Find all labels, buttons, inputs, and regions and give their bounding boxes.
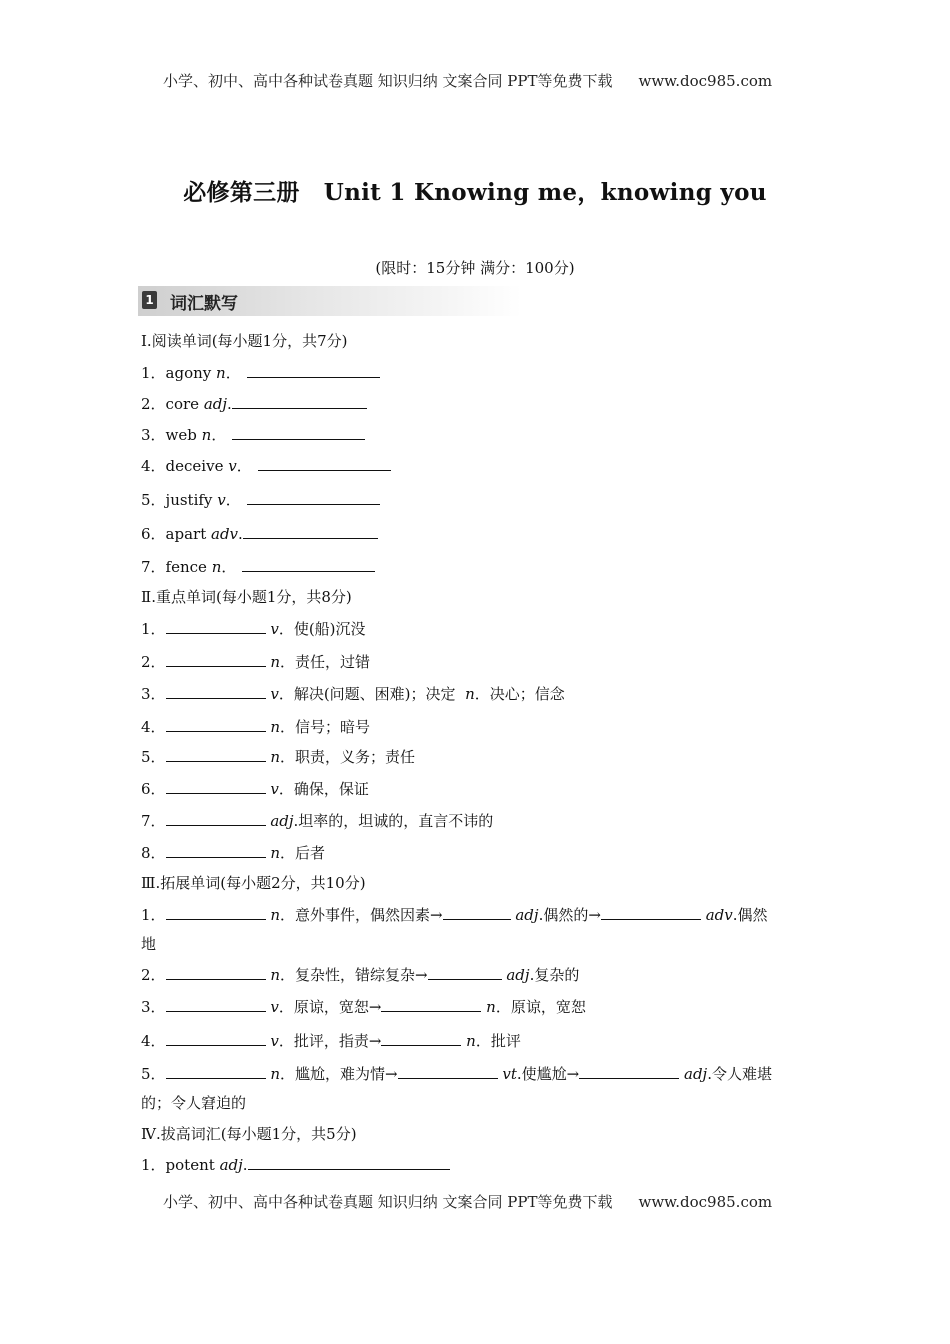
answer-blank[interactable] [166,964,266,980]
answer-blank[interactable] [248,1154,450,1170]
section-1-heading: Ⅰ.阅读单词(每小题1分，共7分) [141,332,348,350]
question-1-5: 5．justify v． [141,489,380,510]
answer-blank[interactable] [398,1063,498,1079]
question-2-6: 6． v．确保，保证 [141,780,369,798]
answer-blank[interactable] [232,424,365,440]
question-1-7: 7．fence n． [141,556,375,577]
section-3-heading: Ⅲ.拓展单词(每小题2分，共10分) [141,874,366,892]
question-3-5: 5． n．尴尬，难为情→ vt.使尴尬→ adj.令人难堪 [141,1065,772,1083]
answer-blank[interactable] [166,778,266,794]
question-2-8: 8． n．后者 [141,844,326,862]
answer-blank[interactable] [258,455,391,471]
answer-blank[interactable] [443,904,511,920]
header-text: 小学、初中、高中各种试卷真题 知识归纳 文案合同 PPT等免费下载 [163,72,613,90]
question-3-1-wrap: 地 [141,935,157,953]
page-title [0,174,950,207]
question-1-3: 3．web n． [141,424,365,445]
footer-site: www.doc985.com [638,1193,773,1211]
question-1-6: 6．apart adv. [141,523,378,544]
answer-blank[interactable] [166,683,266,699]
answer-blank[interactable] [166,716,266,732]
question-3-1: 1． n．意外事件，偶然因素→ adj.偶然的→ adv.偶然 [141,906,768,924]
answer-blank[interactable] [242,556,375,572]
question-1-4: 4．deceive v． [141,455,391,476]
answer-blank[interactable] [166,904,266,920]
footer-text: 小学、初中、高中各种试卷真题 知识归纳 文案合同 PPT等免费下载 [163,1193,613,1211]
question-2-5: 5． n．职责，义务；责任 [141,748,416,766]
question-2-3: 3． v．解决(问题、困难)；决定 n．决心；信念 [141,685,565,703]
question-2-7: 7． adj.坦率的，坦诚的，直言不讳的 [141,812,494,830]
answer-blank[interactable] [166,746,266,762]
answer-blank[interactable] [247,362,380,378]
answer-blank[interactable] [166,1030,266,1046]
answer-blank[interactable] [166,1063,266,1079]
section-4-heading: Ⅳ.拔高词汇(每小题1分，共5分) [141,1125,357,1143]
question-3-2: 2． n．复杂性，错综复杂→ adj.复杂的 [141,966,580,984]
question-4-1: 1．potent adj. [141,1154,450,1175]
page-header [163,70,772,91]
answer-blank[interactable] [579,1063,679,1079]
question-3-5-wrap: 的；令人窘迫的 [141,1094,247,1112]
banner-label: 词汇默写 [170,294,238,314]
answer-blank[interactable] [243,523,378,539]
question-3-3: 3． v．原谅，宽恕→ n．原谅，宽恕 [141,998,586,1016]
answer-blank[interactable] [601,904,701,920]
answer-blank[interactable] [247,489,380,505]
banner-number: 1 [142,291,157,309]
time-limit: (限时：15分钟 满分：100分) [375,259,575,277]
section-2-heading: Ⅱ.重点单词(每小题1分，共8分) [141,588,352,606]
section-banner [138,286,522,316]
question-1-2: 2．core adj. [141,393,367,414]
title-en: Unit 1 Knowing me，knowing you [323,179,767,206]
question-2-1: 1． v．使(船)沉没 [141,620,366,638]
answer-blank[interactable] [166,651,266,667]
answer-blank[interactable] [166,842,266,858]
answer-blank[interactable] [381,1030,461,1046]
question-1-1: 1．agony n． [141,362,380,383]
question-2-2: 2． n．责任，过错 [141,653,371,671]
answer-blank[interactable] [428,964,502,980]
answer-blank[interactable] [381,996,481,1012]
title-cn: 必修第三册 [183,179,300,206]
answer-blank[interactable] [232,393,367,409]
answer-blank[interactable] [166,810,266,826]
page-footer [163,1191,772,1212]
header-site: www.doc985.com [638,72,773,90]
answer-blank[interactable] [166,618,266,634]
question-3-4: 4． v．批评，指责→ n．批评 [141,1032,521,1050]
answer-blank[interactable] [166,996,266,1012]
question-2-4: 4． n．信号；暗号 [141,718,371,736]
